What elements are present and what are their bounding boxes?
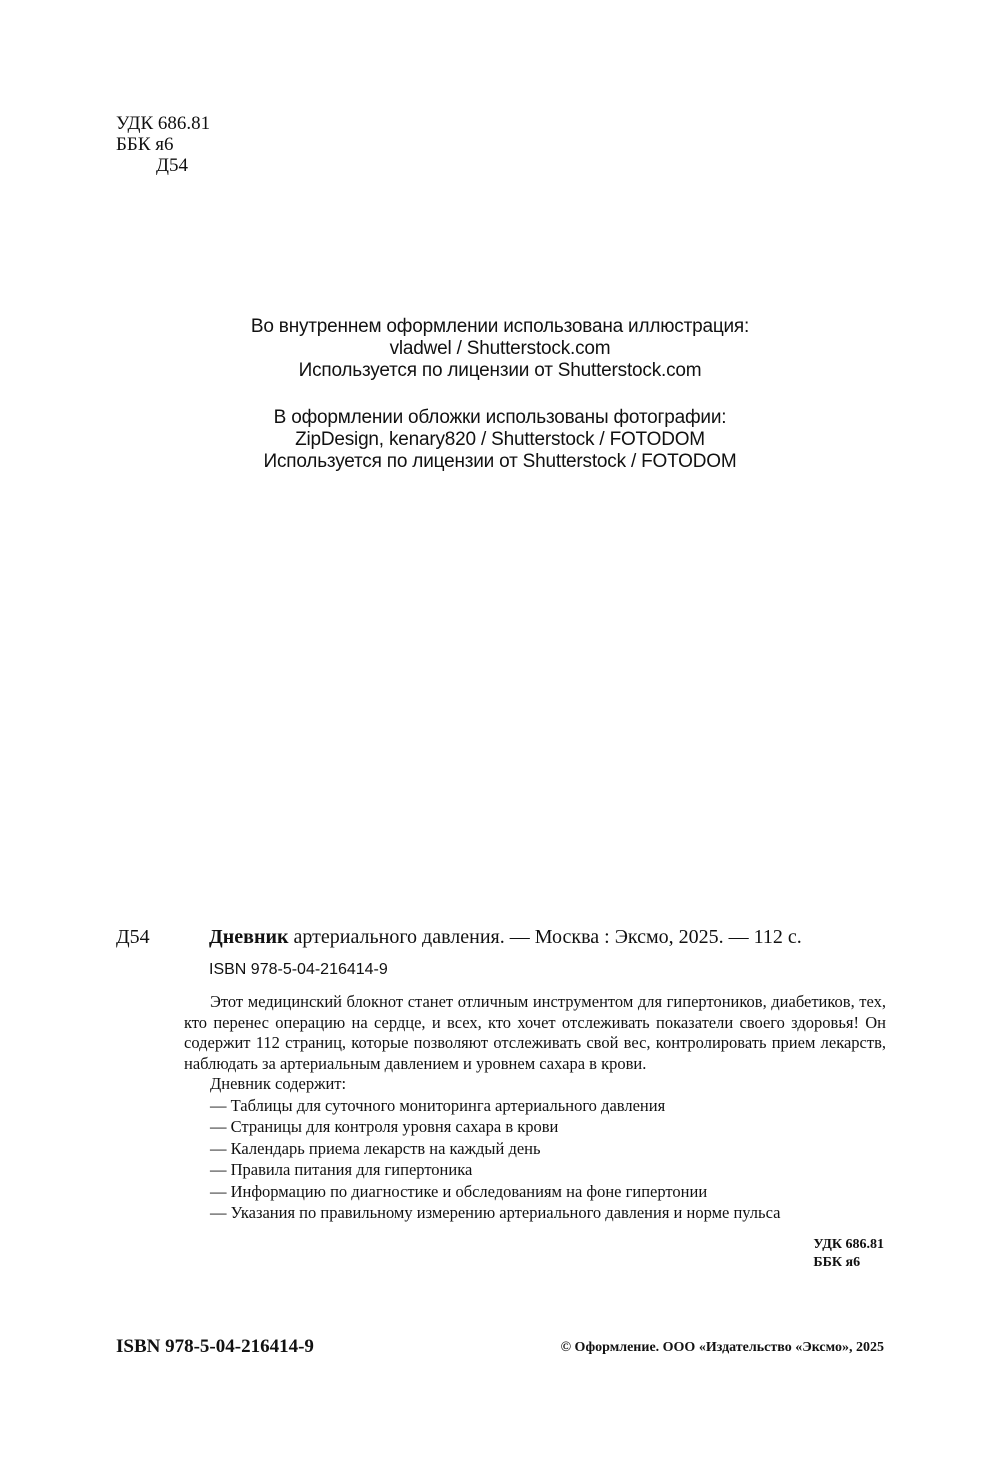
cover-photo-credits	[150, 407, 850, 473]
title-bold: Дневник	[209, 926, 289, 948]
title-details: артериального давления. — Москва : Эксмо, 2025. — 112 с.	[288, 926, 802, 948]
udk-code: УДК 686.81	[116, 113, 211, 134]
list-item: — Информацию по диагностике и обследованиям на фоне гипертонии	[210, 1181, 708, 1201]
bibliographic-title	[209, 925, 802, 949]
classification-codes-top	[116, 113, 210, 176]
list-item: — Таблицы для суточного мониторинга артериального давления	[210, 1095, 666, 1115]
bbk-code: ББК я6	[116, 134, 174, 155]
record-author-mark: Д54	[116, 926, 150, 948]
footer-isbn: ISBN 978-5-04-216414-9	[116, 1336, 314, 1357]
classification-codes-bottom	[813, 1236, 884, 1272]
annotation	[184, 992, 886, 1224]
cover-credits-line-3: Используется по лицензии от Shutterstock / FOTODOM	[263, 451, 737, 472]
list-item: — Указания по правильному измерению артериального давления и норме пульса	[210, 1203, 781, 1222]
interior-illustration-credits	[150, 316, 850, 382]
udk-code-bottom: УДК 686.81	[813, 1237, 884, 1252]
list-item: — Страницы для контроля уровня сахара в крови	[210, 1117, 559, 1136]
list-item: — Правила питания для гипертоника	[210, 1160, 473, 1179]
interior-credits-line-3: Используется по лицензии от Shutterstock.com	[298, 360, 702, 381]
list-item: — Календарь приема лекарств на каждый день	[210, 1138, 541, 1158]
cover-credits-line-2: ZipDesign, kenary820 / Shutterstock / FOTODOM	[295, 429, 705, 450]
author-mark-code: Д54	[156, 155, 188, 176]
annotation-paragraph: Этот медицинский блокнот станет отличным инструментом для гипертоников, диабетиков, тех, кто перенес операцию на сердце, и всех, кто хочет отслеживать показатели своего здоровья! Он содержит 112 страниц, которые позволяют отслеживать свой вес, контролировать прием лекарств, наблюдать за артериальным давлением и уровнем сахара в крови.	[184, 992, 886, 1073]
contents-heading: Дневник содержит:	[210, 1074, 347, 1093]
bbk-code-bottom: ББК я6	[813, 1255, 861, 1270]
interior-credits-line-2: vladwel / Shutterstock.com	[389, 338, 611, 359]
cover-credits-line-1: В оформлении обложки использованы фотографии:	[273, 407, 727, 428]
copyright-notice: © Оформление. ООО «Издательство «Эксмо», 2025	[560, 1340, 884, 1355]
contents-list	[184, 1095, 886, 1224]
interior-credits-line-1: Во внутреннем оформлении использована иллюстрация:	[250, 316, 750, 337]
record-isbn: ISBN 978-5-04-216414-9	[209, 961, 388, 978]
